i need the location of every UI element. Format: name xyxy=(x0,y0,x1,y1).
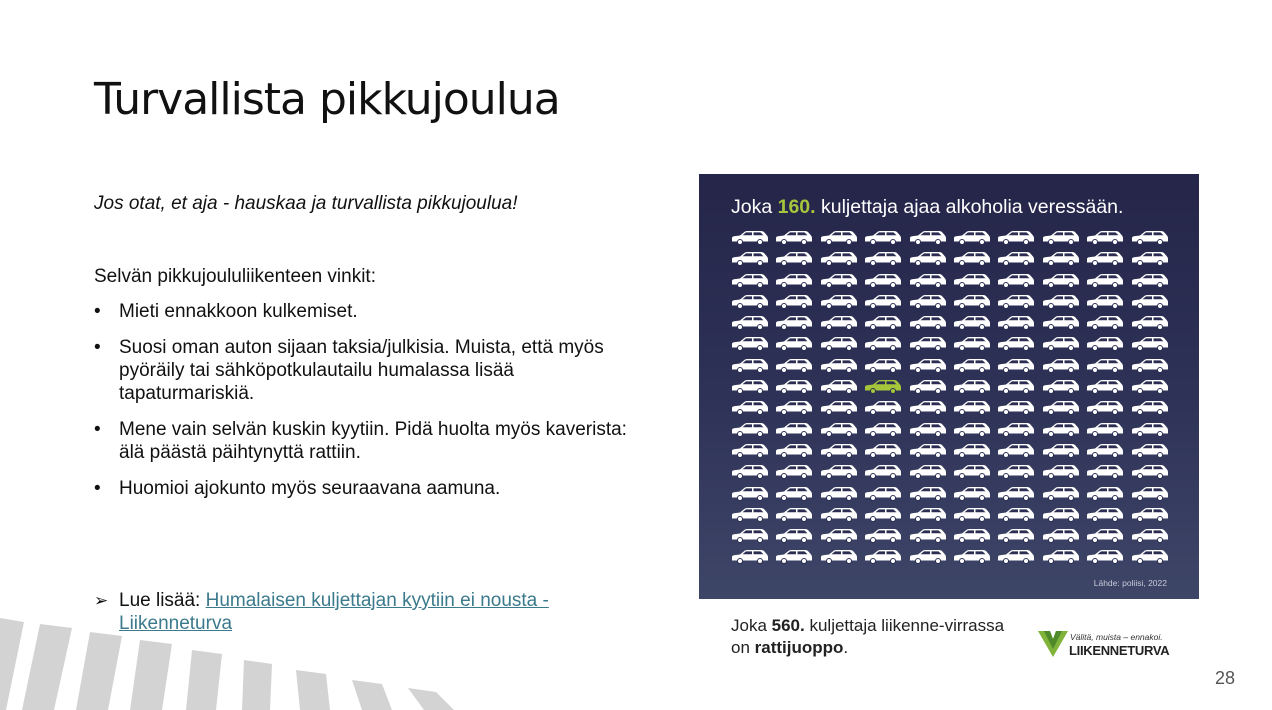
car-icon xyxy=(864,294,902,310)
tip-item: • Mene vain selvän kuskin kyytiin. Pidä huolta myös kaverista: älä päästä päihtynyttä rattiin. xyxy=(94,418,654,464)
car-icon xyxy=(1086,464,1124,480)
highlighted-car-icon xyxy=(864,379,902,395)
car-icon xyxy=(1042,358,1080,374)
car-icon xyxy=(909,230,947,246)
car-icon xyxy=(864,230,902,246)
caption-text: kuljettaja liikenne-virrassa on xyxy=(731,616,1005,657)
car-icon xyxy=(731,528,769,544)
car-icon xyxy=(953,294,991,310)
logo-brand: LIIKENNETURVA xyxy=(1069,643,1170,658)
car-icon xyxy=(953,315,991,331)
car-icon xyxy=(1131,294,1169,310)
car-icon xyxy=(1131,230,1169,246)
car-icon xyxy=(909,422,947,438)
car-icon xyxy=(775,528,813,544)
headline-text: Joka xyxy=(731,196,778,218)
car-icon xyxy=(909,315,947,331)
car-icon xyxy=(775,294,813,310)
car-icon xyxy=(953,422,991,438)
car-icon xyxy=(1042,443,1080,459)
car-icon xyxy=(997,294,1035,310)
car-icon xyxy=(953,528,991,544)
car-icon xyxy=(820,528,858,544)
car-icon xyxy=(731,358,769,374)
car-icon xyxy=(864,507,902,523)
car-icon xyxy=(953,273,991,289)
infographic-source: Lähde: poliisi, 2022 xyxy=(1093,578,1167,588)
car-icon xyxy=(953,230,991,246)
car-icon xyxy=(1042,486,1080,502)
car-icon xyxy=(1042,379,1080,395)
car-icon xyxy=(820,294,858,310)
car-icon xyxy=(1086,528,1124,544)
car-icon xyxy=(775,400,813,416)
car-icon xyxy=(909,358,947,374)
car-icon xyxy=(997,486,1035,502)
car-icon xyxy=(864,315,902,331)
car-icon xyxy=(997,464,1035,480)
car-icon xyxy=(731,294,769,310)
tip-item: • Mieti ennakkoon kulkemiset. xyxy=(94,300,654,323)
headline-text: kuljettaja ajaa alkoholia veressään. xyxy=(815,196,1124,218)
read-more-link[interactable]: Humalaisen kuljettajan kyytiin ei nousta - Liikenneturva xyxy=(119,590,549,634)
car-icon xyxy=(953,251,991,267)
car-icon xyxy=(1086,294,1124,310)
car-icon xyxy=(953,443,991,459)
car-icon xyxy=(997,379,1035,395)
car-icon xyxy=(731,507,769,523)
car-icon xyxy=(820,273,858,289)
car-icon xyxy=(820,464,858,480)
car-icon xyxy=(731,422,769,438)
car-icon xyxy=(775,379,813,395)
car-icon xyxy=(864,549,902,565)
car-icon xyxy=(731,251,769,267)
car-icon xyxy=(909,400,947,416)
car-icon xyxy=(1131,251,1169,267)
car-icon xyxy=(775,443,813,459)
car-icon xyxy=(775,486,813,502)
caption-bold: 560. xyxy=(771,616,805,635)
car-icon xyxy=(1042,294,1080,310)
car-icon xyxy=(997,400,1035,416)
car-icon xyxy=(1131,549,1169,565)
car-icon xyxy=(997,251,1035,267)
caption-text: Joka xyxy=(731,616,772,635)
car-icon xyxy=(1086,443,1124,459)
car-icon xyxy=(864,422,902,438)
read-more-label: Lue lisää: xyxy=(119,590,201,611)
car-icon xyxy=(1086,379,1124,395)
infographic-caption xyxy=(731,615,1011,659)
car-icon-grid xyxy=(731,230,1169,571)
car-icon xyxy=(953,549,991,565)
car-icon xyxy=(775,315,813,331)
car-icon xyxy=(820,400,858,416)
car-icon xyxy=(1042,230,1080,246)
car-icon xyxy=(731,549,769,565)
car-icon xyxy=(775,549,813,565)
car-icon xyxy=(909,443,947,459)
car-icon xyxy=(1042,464,1080,480)
car-icon xyxy=(864,528,902,544)
car-icon xyxy=(953,358,991,374)
caption-text: . xyxy=(843,638,849,657)
car-icon xyxy=(1042,422,1080,438)
liikenneturva-logo xyxy=(1038,629,1178,661)
tip-item: • Huomioi ajokunto myös seuraavana aamuna. xyxy=(94,477,654,500)
slide-subtitle: Jos otat, et aja - hauskaa ja turvallista pikkujoulua! xyxy=(94,193,518,214)
car-icon xyxy=(1042,507,1080,523)
car-icon xyxy=(731,336,769,352)
car-icon xyxy=(775,273,813,289)
car-icon xyxy=(775,464,813,480)
tips-list xyxy=(94,300,654,513)
car-icon xyxy=(775,336,813,352)
car-icon xyxy=(1131,507,1169,523)
car-icon xyxy=(820,230,858,246)
car-icon xyxy=(909,549,947,565)
car-icon xyxy=(731,443,769,459)
car-icon xyxy=(820,358,858,374)
car-icon xyxy=(997,422,1035,438)
car-icon xyxy=(1086,507,1124,523)
car-icon xyxy=(1131,464,1169,480)
car-icon xyxy=(997,549,1035,565)
car-icon xyxy=(820,251,858,267)
car-icon xyxy=(1086,273,1124,289)
car-icon xyxy=(1086,251,1124,267)
car-icon xyxy=(1042,273,1080,289)
car-icon xyxy=(997,315,1035,331)
car-icon xyxy=(1086,422,1124,438)
car-icon xyxy=(1042,400,1080,416)
car-icon xyxy=(953,486,991,502)
car-icon xyxy=(1131,336,1169,352)
car-icon xyxy=(909,294,947,310)
arrow-bullet-icon: ➢ xyxy=(94,591,109,610)
car-icon xyxy=(1042,549,1080,565)
car-icon xyxy=(953,400,991,416)
car-icon xyxy=(820,507,858,523)
car-icon xyxy=(909,336,947,352)
car-icon xyxy=(731,400,769,416)
car-icon xyxy=(997,528,1035,544)
car-icon xyxy=(1086,230,1124,246)
car-icon xyxy=(1131,443,1169,459)
car-icon xyxy=(1042,336,1080,352)
crosswalk-stripes-decoration xyxy=(0,610,460,710)
car-icon xyxy=(864,251,902,267)
car-icon xyxy=(1131,273,1169,289)
car-icon xyxy=(775,422,813,438)
car-icon xyxy=(953,464,991,480)
car-icon xyxy=(1131,379,1169,395)
page-number: 28 xyxy=(1215,668,1236,688)
car-icon xyxy=(1131,486,1169,502)
car-icon xyxy=(820,443,858,459)
car-icon xyxy=(1131,528,1169,544)
car-icon xyxy=(864,464,902,480)
car-icon xyxy=(864,443,902,459)
car-icon xyxy=(1131,315,1169,331)
car-icon xyxy=(1086,400,1124,416)
car-icon xyxy=(864,336,902,352)
car-icon xyxy=(909,251,947,267)
car-icon xyxy=(864,486,902,502)
car-icon xyxy=(1042,251,1080,267)
car-icon xyxy=(1042,528,1080,544)
car-icon xyxy=(997,358,1035,374)
car-icon xyxy=(775,507,813,523)
car-icon xyxy=(864,400,902,416)
infographic-headline xyxy=(731,196,1123,219)
car-icon xyxy=(820,486,858,502)
car-icon xyxy=(775,230,813,246)
car-icon xyxy=(820,315,858,331)
car-icon xyxy=(1131,400,1169,416)
car-icon xyxy=(997,507,1035,523)
car-icon xyxy=(1086,549,1124,565)
car-icon xyxy=(820,336,858,352)
caption-bold: rattijuoppo xyxy=(754,638,844,657)
car-icon xyxy=(864,358,902,374)
car-icon xyxy=(864,273,902,289)
car-icon xyxy=(1086,336,1124,352)
car-icon xyxy=(909,507,947,523)
car-icon xyxy=(909,528,947,544)
car-icon xyxy=(997,443,1035,459)
car-icon xyxy=(1042,315,1080,331)
tips-heading: Selvän pikkujoululiikenteen vinkit: xyxy=(94,266,376,287)
car-icon xyxy=(953,336,991,352)
car-icon xyxy=(731,464,769,480)
car-icon xyxy=(731,230,769,246)
car-icon xyxy=(1086,358,1124,374)
car-icon xyxy=(953,379,991,395)
car-icon xyxy=(731,486,769,502)
car-icon xyxy=(731,379,769,395)
car-icon xyxy=(775,251,813,267)
infographic-panel xyxy=(699,174,1199,599)
car-icon xyxy=(731,273,769,289)
car-icon xyxy=(1086,315,1124,331)
car-icon xyxy=(775,358,813,374)
car-icon xyxy=(909,379,947,395)
logo-tagline: Välitä, muista – ennakoi. xyxy=(1070,632,1163,642)
car-icon xyxy=(1131,358,1169,374)
car-icon xyxy=(997,336,1035,352)
car-icon xyxy=(997,230,1035,246)
car-icon xyxy=(953,507,991,523)
car-icon xyxy=(1131,422,1169,438)
car-icon xyxy=(909,464,947,480)
headline-highlight: 160. xyxy=(777,196,816,218)
tip-item: • Suosi oman auton sijaan taksia/julkisia. Muista, että myös pyöräily tai sähköpotkulautailu humalassa lisää tapaturmariskiä. xyxy=(94,336,654,405)
car-icon xyxy=(820,422,858,438)
slide-title: Turvallista pikkujoulua xyxy=(94,74,560,125)
car-icon xyxy=(820,379,858,395)
car-icon xyxy=(997,273,1035,289)
car-icon xyxy=(820,549,858,565)
car-icon xyxy=(909,486,947,502)
car-icon xyxy=(1086,486,1124,502)
car-icon xyxy=(731,315,769,331)
car-icon xyxy=(909,273,947,289)
logo-chevron-icon xyxy=(1038,629,1068,659)
